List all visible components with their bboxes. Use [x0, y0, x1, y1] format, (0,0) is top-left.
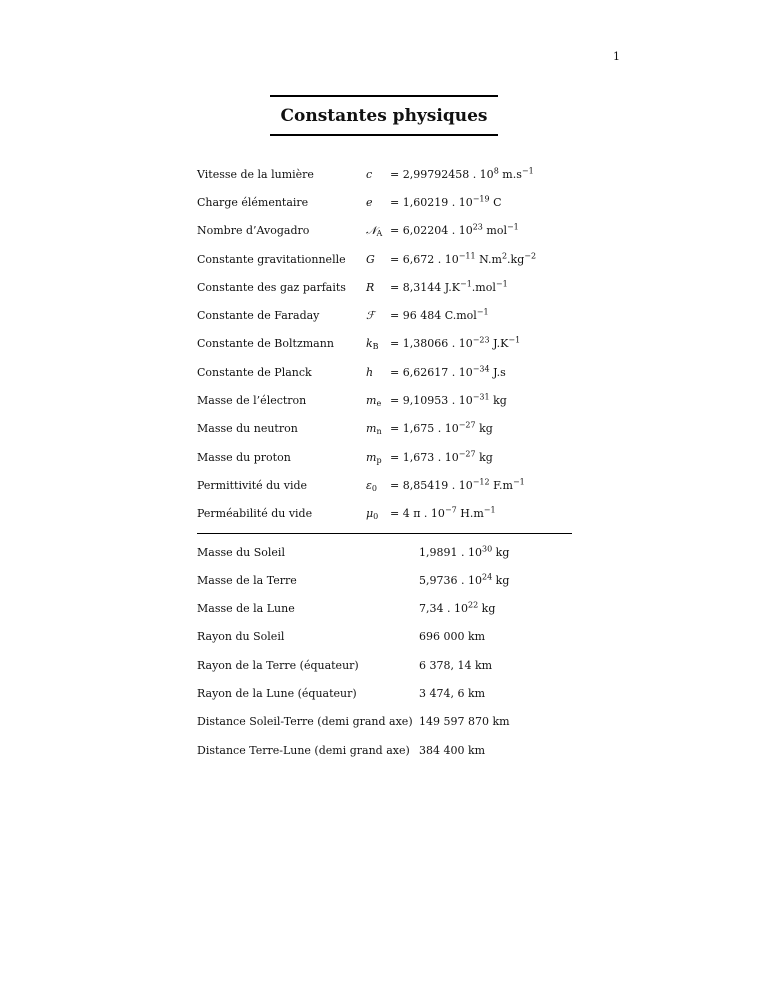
value-unit: .mol [471, 280, 496, 294]
value-mantissa: 7,34 . 10 [419, 602, 468, 616]
symbol-letter: ℱ [366, 309, 375, 323]
symbol-letter: m [366, 422, 377, 436]
constant-label: Charge élémentaire [197, 195, 309, 209]
astro-value [419, 630, 485, 643]
symbol-subscript: 0 [373, 512, 379, 522]
value-mantissa: = 9,10953 . 10 [390, 394, 473, 408]
astro-row [197, 594, 572, 622]
unit-exponent: −1 [495, 279, 508, 289]
unit-exponent: −1 [483, 505, 496, 515]
constant-value [390, 337, 520, 350]
astro-label: Rayon de la Lune (équateur) [197, 686, 357, 700]
constant-row [197, 500, 572, 528]
constant-row [197, 273, 572, 301]
value-exponent: −1 [476, 307, 489, 317]
value-mantissa: = 4 π . 10 [390, 507, 445, 521]
value-exponent: −27 [458, 420, 476, 430]
symbol-subscript: n [376, 427, 382, 437]
constant-symbol [366, 196, 390, 209]
unit-tail-exponent: −2 [524, 251, 537, 261]
constant-row [197, 301, 572, 329]
value-mantissa: = 1,673 . 10 [390, 450, 459, 464]
constant-value [390, 168, 534, 181]
value-mantissa: = 8,3144 J.K [390, 280, 460, 294]
constant-symbol [366, 451, 390, 464]
astro-row [197, 736, 572, 764]
unit-exponent: 2 [501, 251, 508, 261]
unit-exponent: −1 [512, 477, 525, 487]
constant-label: Nombre d’Avogadro [197, 224, 310, 238]
value-mantissa: 5,9736 . 10 [419, 573, 482, 587]
value-mantissa: = 1,675 . 10 [390, 422, 459, 436]
constant-value [390, 196, 502, 209]
value-exponent: 30 [481, 544, 493, 554]
symbol-letter: μ [366, 507, 374, 521]
value-unit: kg [492, 545, 510, 559]
value-exponent: 8 [493, 166, 499, 176]
constant-label: Perméabilité du vide [197, 507, 313, 521]
astro-value [419, 546, 509, 559]
value-mantissa: 6 378, 14 km [419, 658, 493, 672]
constant-label: Masse du neutron [197, 422, 298, 436]
unit-exponent: −1 [506, 222, 519, 232]
value-mantissa: = 6,62617 . 10 [390, 365, 473, 379]
astro-value [419, 715, 510, 728]
value-mantissa: 1,9891 . 10 [419, 545, 482, 559]
astro-row [197, 623, 572, 651]
value-mantissa: = 6,672 . 10 [390, 252, 459, 266]
constant-value [390, 422, 493, 435]
constant-symbol [366, 507, 390, 520]
constant-symbol [366, 253, 390, 266]
astronomical-data-list [197, 538, 572, 764]
value-unit: N.m [475, 252, 502, 266]
physical-constants-list [197, 160, 572, 528]
symbol-letter: e [366, 195, 373, 209]
symbol-letter: m [366, 394, 377, 408]
astro-row [197, 708, 572, 736]
astro-row [197, 679, 572, 707]
constant-row [197, 188, 572, 216]
value-mantissa: = 2,99792458 . 10 [390, 167, 494, 181]
section-divider [197, 533, 572, 534]
astro-label: Masse de la Terre [197, 573, 297, 587]
value-unit: H.m [456, 507, 484, 521]
value-exponent: 22 [467, 600, 479, 610]
value-unit: C [489, 195, 502, 209]
constant-row [197, 330, 572, 358]
symbol-letter: k [366, 337, 373, 351]
value-unit-tail: .kg [507, 252, 525, 266]
value-exponent: −31 [472, 392, 490, 402]
astro-label: Rayon du Soleil [197, 630, 285, 644]
value-unit: F.m [489, 478, 513, 492]
astro-label: Distance Terre-Lune (demi grand axe) [197, 743, 410, 757]
value-exponent: 24 [481, 572, 493, 582]
astro-value [419, 744, 485, 757]
constant-label: Constante de Boltzmann [197, 337, 334, 351]
constant-label: Permittivité du vide [197, 478, 308, 492]
constant-value [390, 224, 519, 237]
constant-row [197, 245, 572, 273]
constant-row [197, 471, 572, 499]
constant-symbol [366, 281, 390, 294]
symbol-subscript: B [372, 342, 379, 352]
value-mantissa: 149 597 870 km [419, 715, 510, 729]
astro-value [419, 659, 492, 672]
constant-symbol [366, 224, 390, 238]
symbol-subscript: 0 [371, 483, 377, 493]
astro-label: Rayon de la Terre (équateur) [197, 658, 359, 672]
constant-value [390, 309, 489, 322]
constant-label: Constante de Planck [197, 365, 312, 379]
astro-label: Masse de la Lune [197, 602, 295, 616]
symbol-subscript: e [376, 399, 382, 409]
unit-exponent: −1 [508, 336, 521, 346]
value-mantissa: = 1,38066 . 10 [390, 337, 473, 351]
symbol-letter: ε [366, 478, 372, 492]
page-number: 1 [613, 50, 620, 63]
constant-row [197, 443, 572, 471]
constant-label: Vitesse de la lumière [197, 167, 314, 181]
value-unit: kg [475, 422, 493, 436]
value-unit: J.K [489, 337, 509, 351]
title-rule-bottom [270, 134, 498, 136]
unit-exponent: −1 [521, 166, 534, 176]
value-mantissa: = 6,02204 . 10 [390, 224, 473, 238]
constant-symbol [366, 337, 390, 350]
astro-value [419, 574, 509, 587]
value-exponent: −1 [459, 279, 472, 289]
value-unit: m.s [498, 167, 522, 181]
value-unit: kg [489, 394, 507, 408]
constant-row [197, 386, 572, 414]
constant-symbol [366, 394, 390, 407]
value-unit: mol [482, 224, 507, 238]
value-exponent: −11 [458, 251, 476, 261]
value-exponent: −7 [444, 505, 457, 515]
symbol-letter: G [366, 252, 375, 266]
constant-label: Constante gravitationnelle [197, 252, 346, 266]
constant-value [390, 253, 536, 266]
symbol-letter: m [366, 450, 377, 464]
constant-value [390, 394, 507, 407]
value-mantissa: = 96 484 C.mol [390, 309, 477, 323]
constant-label: Masse de l’électron [197, 394, 307, 408]
value-unit: kg [478, 602, 496, 616]
astro-value [419, 602, 495, 615]
astro-label: Distance Soleil-Terre (demi grand axe) [197, 715, 413, 729]
value-exponent: −12 [472, 477, 490, 487]
value-exponent: −34 [472, 364, 490, 374]
constant-value [390, 451, 493, 464]
value-mantissa: 384 400 km [419, 743, 486, 757]
constant-value [390, 281, 508, 294]
constant-symbol [366, 168, 390, 181]
value-exponent: −23 [472, 336, 490, 346]
constant-row [197, 358, 572, 386]
constant-label: Constante de Faraday [197, 309, 320, 323]
page-title: Constantes physiques [280, 106, 488, 126]
value-mantissa: 696 000 km [419, 630, 486, 644]
constants-table [197, 160, 572, 764]
value-mantissa: 3 474, 6 km [419, 686, 486, 700]
value-unit: kg [492, 573, 510, 587]
symbol-letter: 𝒩 [366, 223, 377, 237]
value-exponent: −19 [472, 194, 490, 204]
value-unit: J.s [489, 365, 506, 379]
constant-row [197, 160, 572, 188]
astro-row [197, 538, 572, 566]
astro-label: Masse du Soleil [197, 545, 285, 559]
constant-row [197, 415, 572, 443]
value-exponent: 23 [472, 222, 483, 232]
constant-label: Constante des gaz parfaits [197, 280, 346, 294]
constant-value [390, 479, 525, 492]
symbol-subscript: p [376, 455, 382, 465]
constant-symbol [366, 366, 390, 379]
astro-row [197, 566, 572, 594]
constant-label: Masse du proton [197, 450, 291, 464]
value-unit: kg [475, 450, 493, 464]
constant-value [390, 366, 506, 379]
astro-value [419, 687, 485, 700]
symbol-letter: h [366, 365, 374, 379]
constant-symbol [366, 309, 390, 322]
value-mantissa: = 1,60219 . 10 [390, 195, 473, 209]
constant-value [390, 507, 496, 520]
symbol-letter: c [366, 167, 373, 181]
symbol-subscript: A [376, 228, 383, 238]
value-exponent: −27 [458, 449, 476, 459]
symbol-letter: R [366, 280, 375, 294]
value-mantissa: = 8,85419 . 10 [390, 478, 473, 492]
constant-row [197, 217, 572, 245]
constant-symbol [366, 479, 390, 492]
constant-symbol [366, 422, 390, 435]
title-block [270, 95, 498, 136]
astro-row [197, 651, 572, 679]
